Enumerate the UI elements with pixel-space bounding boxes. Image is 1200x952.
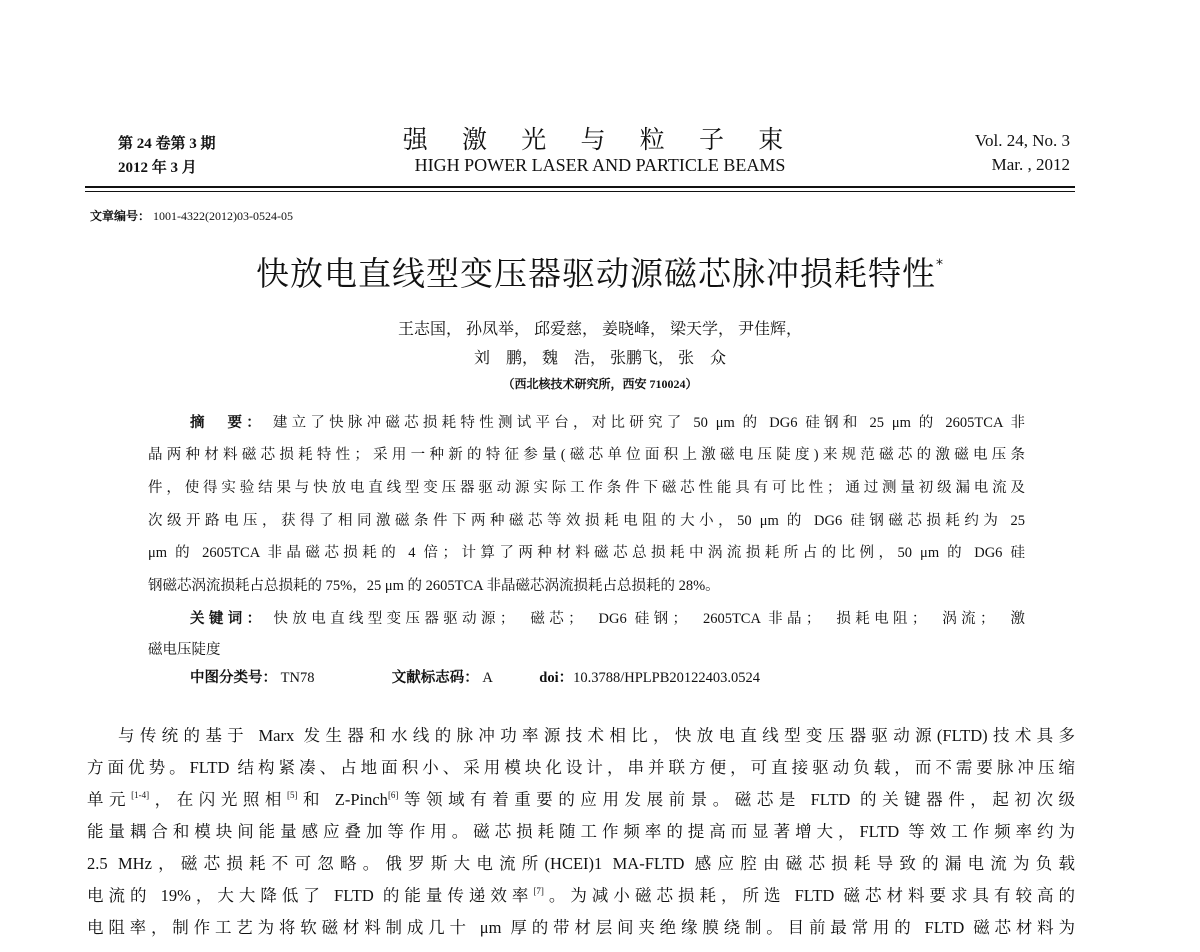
paper-title-text: 快放电直线型变压器驱动源磁芯脉冲损耗特性: [256, 254, 936, 293]
journal-title-en: HIGH POWER LASER AND PARTICLE BEAMS: [414, 155, 786, 175]
keywords-text: 快放电直线型变压器驱动源； 磁芯； DG6 硅钢； 2605TCA 非晶； 损耗电阻； 涡流； 激: [273, 611, 1026, 627]
abstract-line: 件，使得实验结果与快放电直线型变压器驱动源实际工作条件下磁芯性能具有可比性；通过测量初级漏电流及: [148, 480, 1025, 496]
body-line: [87, 786, 1075, 810]
body-text-segment: 与传统的基于 Marx 发生器和水线的脉冲功率源技术相比，快放电直线型变压器驱动源(FLTD)技术具多: [118, 726, 1075, 745]
classification-line: [190, 666, 760, 687]
citation-ref: [6]: [387, 790, 399, 800]
abstract-line: 晶两种材料磁芯损耗特性；采用一种新的特征参量(磁芯单位面积上激磁电压陡度)来规范磁芯的激磁电压条: [148, 447, 1025, 463]
abstract-line: [190, 411, 1025, 432]
keywords-line-2: 磁电压陡度: [148, 642, 221, 658]
body-line: [118, 722, 1075, 746]
citation-ref: [5]: [286, 790, 298, 800]
abstract-label: 摘 要：: [190, 415, 266, 431]
journal-title-cn: 强 激 光 与 粒 子 束: [402, 127, 798, 154]
keywords-line: [190, 607, 1025, 628]
abstract-line: 次级开路电压，获得了相同激磁条件下两种磁芯等效损耗电阻的大小，50 μm 的 DG6 硅钢磁芯损耗约为 25: [148, 513, 1025, 529]
authors-line-1: 王志国， 孙凤举， 邱爱慈， 姜晓峰， 梁天学， 尹佳辉，: [397, 321, 802, 338]
body-line: [87, 850, 1075, 874]
article-number: [90, 207, 293, 224]
date-cn: 2012 年 3 月: [118, 160, 197, 176]
clc-value: TN78: [280, 670, 315, 686]
article-number-value: 1001-4322(2012)03-0524-05: [153, 209, 293, 223]
doi-label: doi：: [539, 670, 574, 686]
doi-value: 10.3788/HPLPB20122403.0524: [573, 670, 761, 686]
authors-line-2: 刘 鹏， 魏 浩， 张鹏飞， 张 众: [473, 350, 726, 367]
body-text-segment: 和 Z-Pinch: [297, 790, 388, 809]
body-text-segment: 单元: [87, 790, 132, 809]
title-footnote-mark: *: [936, 257, 944, 273]
citation-ref: [1-4]: [131, 790, 150, 800]
body-text-segment: 电流的 19%，大大降低了 FLTD 的能量传递效率: [87, 886, 534, 905]
clc-label: 中图分类号：: [190, 670, 277, 686]
volume-en: Vol. 24, No. 3: [974, 131, 1070, 150]
header-rule: [85, 186, 1075, 188]
affiliation: （西北核技术研究所，西安 710024）: [502, 377, 698, 391]
body-text-segment: 电阻率，制作工艺为将软磁材料制成几十 μm 厚的带材层间夹绝缘膜绕制。目前最常用的 FLTD 磁芯材料为: [87, 918, 1075, 937]
keywords-label: 关键词：: [190, 611, 266, 627]
body-text-segment: 能量耦合和模块间能量感应叠加等作用。磁芯损耗随工作频率的提高而显著增大，FLTD 等效工作频率约为: [87, 822, 1075, 841]
body-line: [87, 754, 1075, 778]
doc-code-label: 文献标志码：: [391, 670, 479, 686]
abstract-text: 建立了快脉冲磁芯损耗特性测试平台，对比研究了 50 μm 的 DG6 硅钢和 25 μm 的 2605TCA 非: [272, 415, 1026, 431]
body-text-segment: ，在闪光照相: [149, 790, 287, 809]
issue-cn: 第 24 卷第 3 期: [118, 136, 216, 152]
body-text-segment: 2.5 MHz，磁芯损耗不可忽略。俄罗斯大电流所(HCEI)1 MA-FLTD 感应腔由磁芯损耗导致的漏电流为负载: [87, 854, 1075, 873]
body-text-segment: 。为减小磁芯损耗，所选 FLTD 磁芯材料要求具有较高的: [543, 886, 1075, 905]
abstract-line: 钢磁芯涡流损耗占总损耗的 75%，25 μm 的 2605TCA 非晶磁芯涡流损耗占总损耗的 28%。: [148, 578, 720, 594]
paper-title: [0, 248, 1200, 295]
date-en: Mar. , 2012: [991, 155, 1070, 174]
body-text-segment: 方面优势。FLTD 结构紧凑、占地面积小、采用模块化设计，串并联方便，可直接驱动负载，而不需要脉冲压缩: [87, 758, 1075, 777]
article-number-label: 文章编号：: [90, 209, 151, 223]
abstract-line: μm 的 2605TCA 非晶磁芯损耗的 4 倍；计算了两种材料磁芯总损耗中涡流损耗所占的比例，50 μm 的 DG6 硅: [148, 545, 1025, 561]
citation-ref: [7]: [533, 886, 544, 896]
body-line: [87, 882, 1075, 906]
doc-code-value: A: [482, 670, 493, 686]
body-text-segment: 等领域有着重要的应用发展前景。磁芯是 FLTD 的关键器件，起初次级: [398, 790, 1075, 809]
body-line: [87, 818, 1075, 842]
body-line: [87, 914, 1075, 938]
header-rule-thin: [85, 191, 1075, 192]
